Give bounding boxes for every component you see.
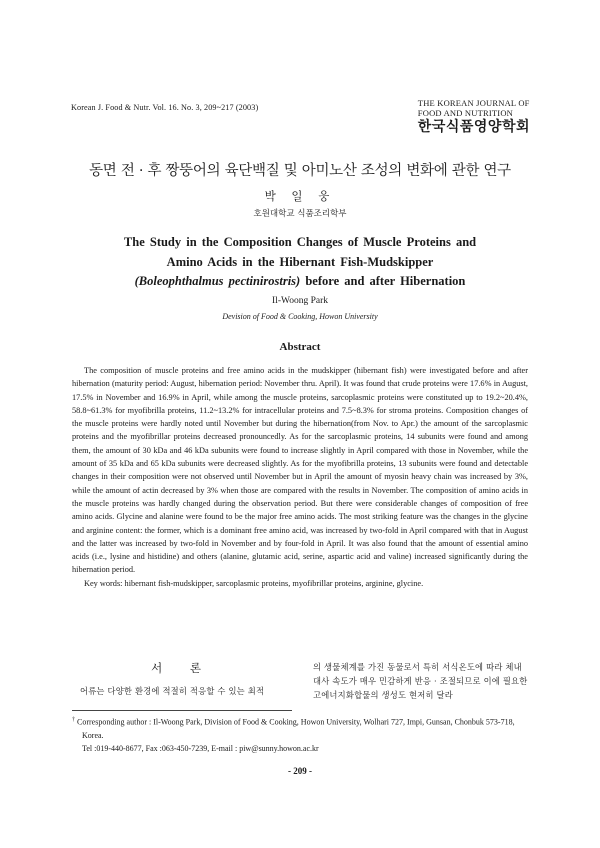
title-en-line1: The Study in the Composition Changes of Muscle Proteins and [123, 235, 477, 249]
keywords: Key words: hibernant fish-mudskipper, sarcoplasmic proteins, myofibrillar proteins, arginine, glycine. [84, 578, 424, 588]
journal-name-en-line2: FOOD AND NUTRITION [417, 108, 514, 118]
paper-title-korean: 동면 전 · 후 짱뚱어의 육단백질 및 아미노산 조성의 변화에 관한 연구 [89, 163, 511, 179]
affiliation-english: Devision of Food & Cooking, Howon University [222, 312, 378, 321]
journal-name-ko: 한국식품영양학회 [417, 119, 530, 135]
footnote-line2: Tel :019-440-8677, Fax :063-450-7239, E-mail : piw@sunny.howon.ac.kr [82, 743, 319, 753]
author-english: Il-Woong Park [272, 296, 328, 306]
footnote-divider [72, 710, 292, 711]
footnote-marker: † [72, 717, 75, 723]
title-en-line3-rest: before and after Hibernation [300, 274, 466, 288]
intro-column-right: 의 생물체계를 가진 동물로서 특히 서식온도에 따라 체내대사 속도가 매우 민감하게 반응 · 조절되므로 이에 필요한 고에너지화합물의 생성도 현저히 달라 [313, 662, 528, 700]
journal-masthead [418, 98, 530, 136]
title-en-line3 [70, 272, 530, 292]
journal-name-en-line1: THE KOREAN JOURNAL OF [417, 98, 530, 108]
author-korean: 박 일 웅 [264, 189, 336, 203]
footnote [72, 714, 528, 755]
abstract-paragraph: The composition of muscle proteins and free amino acids in the mudskipper (hibernant fish) were investigated before and after hibernation (maturity period: August, hibernation period: November thru. April). It was found that crude proteins were 17.6% in August, 17.5% in November and 16.9% in April, while among the muscle proteins, sarcoplasmic proteins were constituted up to 19.2~20.4%, 58.8~61.3% for myofibrilla proteins, 11.2~13.2% for intracellular proteins and 7.5~8.3% for stroma proteins. Composition changes of the muscle proteins were hardly noted until November but during the hibernation(from Nov. to Apr.) the amount of the sarcoplasmic proteins and the myofibrillar proteins decreased pronouncedly. As for the sarcoplasmic proteins, 14 subunits were found and among them, the amount of 30 kDa and 46 kDa subunits were found to increase slightly in April compared with those in November, while the amount of 35 kDa and 65 kDa subunits were decreased slightly. As for the myofibrilla proteins, 13 subunits were found and detectable changes in their composition were not observed until November but in April the amount of myosin heavy chain was increased by 3%, while the amount of actin decreased by 3% when those are compared with the results in November. The composition of amino acids in the muscle proteins was hardly changed during the observation period. But there were considerable changes of composition of free amino acids. Glycine and alanine were found to be the major free amino acids. The most striking feature was the changes in the glycine and arginine content: the former, which is a dominant free amino acid, was increased by two-fold in April compared with that in August and the latter was increased by two-fold in November and by four-fold in April. It was also found that the amount of essential amino acids (i.e., lysine and histidine) and others (alanine, glutamic acid, serine, aspartic acid and valine) increased significantly during the hibernation period. [72, 366, 528, 575]
affiliation-korean: 호원대학교 식품조리학부 [253, 209, 347, 219]
species-name: (Boleophthalmus pectinirostris) [134, 274, 301, 288]
footnote-text: Corresponding author : Il-Woong Park, Division of Food & Cooking, Howon University, Wolhari 727, Impi, Gunsan, Chonbuk 573-718, Korea. [77, 717, 515, 740]
footnote-line1 [72, 714, 528, 742]
abstract-heading: Abstract [279, 341, 321, 353]
intro-column-left [72, 660, 292, 698]
abstract-body [72, 364, 528, 590]
section-heading-introduction: 서 론 [151, 661, 213, 675]
paper-title-english [70, 233, 530, 292]
intro-text-left: 어류는 다양한 환경에 적절히 적응할 수 있는 최적 [80, 686, 265, 696]
title-en-line2: Amino Acids in the Hibernant Fish-Mudskipper [166, 254, 434, 269]
journal-citation: Korean J. Food & Nutr. Vol. 16. No. 3, 209~217 (2003) [71, 103, 259, 112]
page-number: - 209 - [288, 766, 312, 776]
